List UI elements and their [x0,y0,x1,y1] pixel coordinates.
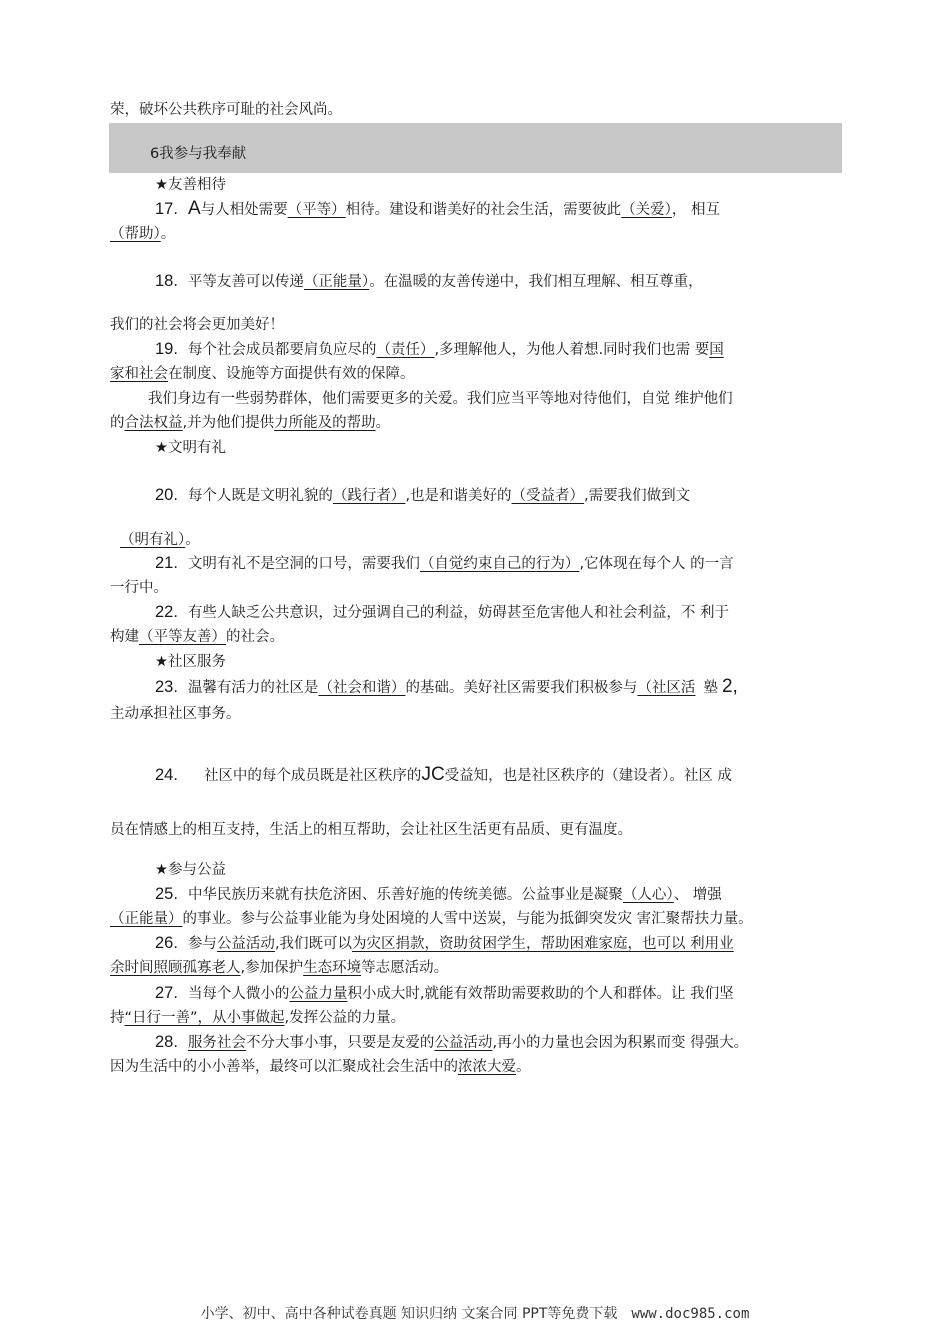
item-25-line-2: （正能量）的事业。参与公益事业能为身处困境的人雪中送炭，与能为抵御突发灾 害汇聚帮扶力量。 [110,911,753,927]
answer-blank: 家和社会 [110,366,168,382]
item-24-line-2: 员在情感上的相互支持，生活上的相互帮助，会让社区生活更有品质、更有温度。 [110,822,632,838]
item-20-line-1: 20. 每个人既是文明礼貌的（践行者）,也是和谐美好的（受益者）,需要我们做到文 [155,486,691,504]
item-number: 27. [155,984,178,1002]
answer-blank: 余时间照顾孤寡老人 [110,960,241,976]
item-18-line-2: 我们的社会将会更加美好！ [110,317,284,333]
answer-blank: （社区活 [637,680,696,696]
answer-blank: （受益者） [511,488,585,504]
item-22-line-2: 构建（平等友善）的社会。 [110,629,284,645]
item-19-line-2: 家和社会在制度、设施等方面提供有效的保障。 [110,366,415,382]
item-21-line-2: 一行中。 [110,580,168,596]
answer-blank: （帮助） [110,226,161,242]
footer-site-link[interactable]: www.doc985.com [631,1306,750,1322]
answer-blank: （人心） [622,887,674,903]
answer-blank: 生态环境 [303,960,362,976]
answer-blank: （平等友善） [139,629,226,645]
item-number: 25. [155,885,178,903]
item-number: 20. [155,486,178,504]
item-number: 22. [155,603,178,621]
item-25-line-1: 25. 中华民族历来就有扶危济困、乐善好施的传统美德。公益事业是凝聚（人心）、 增强 [155,885,722,903]
item-28-line-2: 因为生活中的小小善举，最终可以汇聚成社会生活中的浓浓大爱。 [110,1059,531,1075]
item-number: 28. [155,1033,178,1051]
item-number: 24. [155,766,178,784]
item-19-line-1: 19. 每个社会成员都要肩负应尽的（责任）,多理解他人，为他人着想.同时我们也需 要国 [155,340,724,358]
answer-blank: （责任） [376,342,435,358]
footer-text: 小学、初中、高中各种试卷真题 知识归纳 文案合同 PPT等免费下载 [200,1306,618,1322]
item-26-line-2: 余时间照顾孤寡老人,参加保护生态环境等志愿活动。 [110,960,449,976]
answer-blank: （正能量） [303,274,370,290]
answer-blank: 力所能及的帮助 [274,415,376,431]
item-17-line-1: 17. A与人相处需要（平等）相待。建设和谐美好的社会生活，需要彼此（关爱）， 相互 [155,198,720,219]
item-17-line-2: （帮助）。 [110,226,176,242]
answer-blank: （正能量） [110,911,183,927]
topic-heading: ★社区服务 [155,654,226,670]
answer-blank: （明有礼） [120,532,186,548]
item-23-line-1: 23. 温馨有活力的社区是（社会和谐）的基础。美好社区需要我们积极参与（社区活 塾 2, [155,676,738,697]
item-number: 26. [155,934,178,952]
item-24-line-1: 24. 社区中的每个成员既是社区秩序的JC受益知，也是社区秩序的（建设者）。社区 成 [155,764,733,785]
answer-blank: 服务社会 [187,1035,246,1051]
item-number: 19. [155,340,178,358]
item-number: 23. [155,678,178,696]
answer-blank: （关爱） [621,202,672,218]
item-28-line-1: 28. 服务社会不分大事小事，只要是友爱的公益活动,再小的力量也会因为积累而变 得强大。 [155,1033,749,1051]
item-21-line-1: 21. 文明有礼不是空洞的口号，需要我们（自觉约束自己的行为）,它体现在每个人 的一言 [155,554,734,572]
item-number: 21. [155,554,178,572]
item-26-line-1: 26. 参与公益活动,我们既可以为灾区捐款，资助贫困学生，帮助困难家庭，也可以 利用业 [155,934,734,952]
item-number: 17. [155,200,178,218]
answer-blank: 公益力量 [289,986,348,1002]
item-22-line-1: 22. 有些人缺乏公共意识，过分强调自己的利益，妨碍甚至危害他人和社会利益，不 利于 [155,603,730,621]
item-number: 18. [155,272,178,290]
topic-heading: ★参与公益 [155,862,226,878]
answer-blank: 公益活动 [434,1035,493,1051]
answer-blank: 为灾区捐款，资助贫困学生，帮助困难家庭，也可以 利用业 [352,936,734,952]
page-footer [0,1303,950,1323]
answer-blank: 公益活动 [216,936,275,952]
answer-blank: （社会和谐） [318,680,406,696]
item-19-line-4: 的合法权益,并为他们提供力所能及的帮助。 [110,415,391,431]
item-19-line-3: 我们身边有一些弱势群体，他们需要更多的关爱。我们应当平等地对待他们，自觉 维护他们 [148,391,733,407]
topic-heading: ★文明有礼 [155,440,226,456]
item-27-line-1: 27. 当每个人微小的公益力量积小成大时,就能有效帮助需要救助的个人和群体。让 我们坚 [155,984,734,1002]
answer-blank: 合法权益 [124,415,183,431]
item-23-line-2: 主动承担社区事务。 [110,706,241,722]
item-20-line-2: （明有礼）。 [120,532,200,548]
topic-heading: ★友善相待 [155,177,226,193]
answer-blank: “日行一善”，从小事做起 [124,1010,285,1026]
answer-blank: （自觉约束自己的行为） [419,556,580,572]
answer-blank: 浓浓大爱 [458,1059,516,1075]
intro-line: 荣，破坏公共秩序可耻的社会风尚。 [110,102,342,118]
answer-blank: （践行者） [332,488,406,504]
item-18-line-1: 18. 平等友善可以传递（正能量）。在温暖的友善传递中，我们相互理解、相互尊重， [155,272,703,290]
section-title: 6我参与我奉献 [150,146,247,162]
answer-blank: 国 [709,342,724,358]
item-27-line-2: 持“日行一善”，从小事做起,发挥公益的力量。 [110,1010,406,1026]
answer-blank: （平等） [287,202,346,218]
